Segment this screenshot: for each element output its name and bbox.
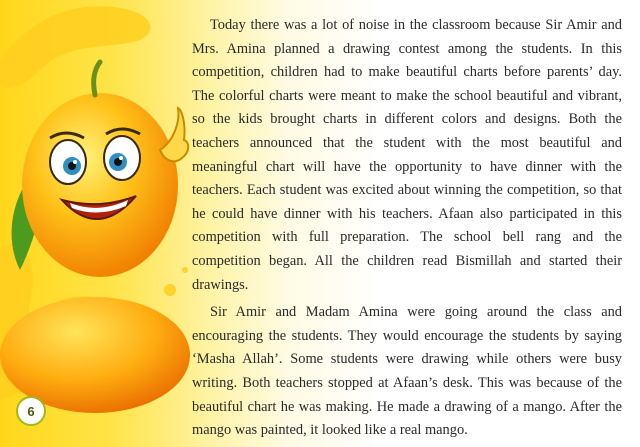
page-number-badge xyxy=(16,396,46,426)
mango-illustration xyxy=(0,0,200,442)
paragraph-1: Today there was a lot of noise in the classroom because Sir Amir and Mrs. Amina planned a drawing contest among the students. In this competition, children had to make beautiful charts before parents’ day. The colorful charts were meant to make the school beautiful and vibrant, so the kids brought charts in different colors and designs. Both the teachers announced that the student with the most beautiful and meaningful chart will have the opportunity to have dinner with the teachers. Each student was excited about winning the competition, so that he could have dinner with his teachers. Afaan also participated in this competition with full preparation. The school bell rang and the competition began. All the children read Bismillah and started their drawings. xyxy=(192,17,622,293)
paragraph-2: Sir Amir and Madam Amina were going around the class and encouraging the students. They would encourage the students by saying ‘Masha Allah’. Some students were drawing while others were busy writing. Both teachers stopped at Afaan’s desk. This was because of the beautiful chart he was making. He made a drawing of a mango. After the mango was painted, it looked like a real mango. xyxy=(192,304,622,439)
mango-character-body xyxy=(22,93,178,277)
stem-icon xyxy=(94,62,100,95)
story-text xyxy=(192,14,622,447)
page-number: 6 xyxy=(27,403,35,419)
